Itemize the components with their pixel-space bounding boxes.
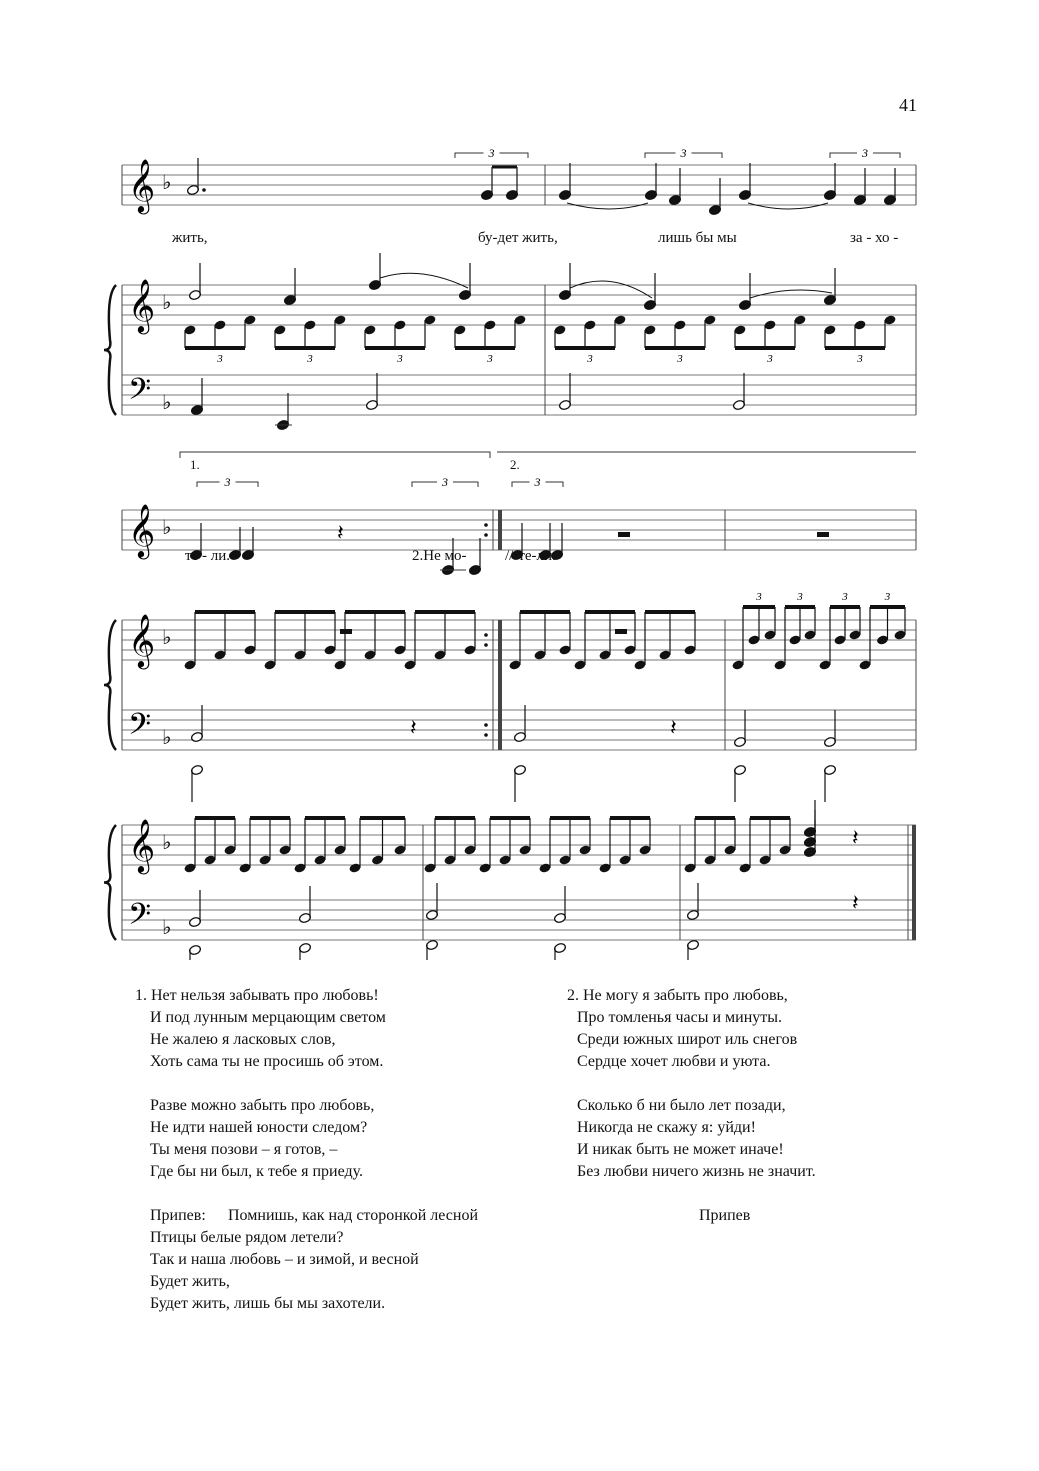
tuplet-number: 3 (862, 146, 868, 160)
verse-line: 1. Нет нельзя забывать про любовь! (135, 987, 379, 1004)
chorus-label: Припев: (150, 1207, 206, 1224)
verse-line: Ты меня позови – я готов, – (150, 1141, 338, 1158)
bass-clef-icon: 𝄢 (128, 708, 152, 749)
bass-clef-icon: 𝄢 (128, 373, 152, 414)
verse-line: Будет жить, лишь бы мы захотели. (150, 1295, 386, 1312)
piano-brace (104, 620, 116, 750)
verse-line: Никогда не скажу я: уйди! (577, 1119, 756, 1136)
flat-icon: ♭ (162, 830, 172, 854)
verse-line: Разве можно забыть про любовь, (150, 1097, 375, 1114)
treble-clef-icon: 𝄞 (128, 158, 156, 212)
half-rest (340, 629, 352, 634)
piano-brace (104, 825, 116, 940)
lyric: за - хо - (850, 230, 899, 246)
tuplet-number: 3 (587, 353, 593, 365)
slur (750, 290, 832, 298)
lyric: лишь бы мы (658, 230, 737, 246)
repeat-dot (484, 633, 488, 637)
tuplet-number: 3 (884, 591, 891, 603)
tuplet-number: 3 (677, 353, 683, 365)
verse-line: И под лунным мерцающим светом (150, 1009, 386, 1026)
tuplet-number: 3 (217, 353, 223, 365)
tuplet-number: 3 (442, 475, 448, 489)
flat-icon: ♭ (162, 390, 172, 414)
tie (748, 203, 828, 209)
verse-2 (567, 985, 816, 1227)
tuplet-number: 3 (224, 475, 231, 489)
volta-2-label: 2. (510, 457, 520, 472)
chorus-label: Припев (699, 1207, 751, 1224)
verse-line: Будет жить, (150, 1273, 230, 1290)
flat-icon: ♭ (162, 170, 172, 194)
lyric: жить, (172, 230, 208, 246)
verse-line: Сколько б ни было лет позади, (577, 1097, 786, 1114)
lyric: 2.Не мо- (412, 548, 467, 564)
tuplet-number: 3 (756, 591, 762, 603)
quarter-rest: 𝄽 (852, 826, 859, 851)
tie (567, 203, 648, 209)
page-number: 41 (899, 95, 917, 115)
verse-line: Так и наша любовь – и зимой, и весной (150, 1251, 419, 1268)
repeat-dot (484, 533, 488, 537)
verse-line: Про томленья часы и минуты. (577, 1009, 783, 1026)
verse-line: 2. Не могу я забыть про любовь, (567, 987, 788, 1004)
flat-icon: ♭ (162, 515, 172, 539)
tuplet-number: 3 (680, 146, 687, 160)
verse-line: Не идти нашей юности следом? (150, 1119, 368, 1136)
volta-bracket-1 (180, 452, 490, 458)
half-rest (615, 629, 627, 634)
repeat-dot (484, 723, 488, 727)
tuplet-number: 3 (487, 353, 493, 365)
repeat-dot (484, 523, 488, 527)
verse-line: Среди южных широт иль снегов (577, 1031, 798, 1048)
treble-clef-icon: 𝄞 (128, 613, 156, 667)
volta-1-label: 1. (190, 457, 200, 472)
tuplet-number: 3 (842, 591, 848, 603)
quarter-rest: 𝄽 (670, 716, 677, 741)
treble-clef-icon: 𝄞 (128, 503, 156, 557)
tuplet-number: 3 (307, 353, 313, 365)
verse-line: Где бы ни был, к тебе я приеду. (150, 1163, 363, 1180)
quarter-rest: 𝄽 (410, 716, 417, 741)
verse-line: Без любви ничего жизнь не значит. (577, 1163, 816, 1180)
verse-1 (135, 985, 478, 1315)
verse-line: И никак быть не может иначе! (577, 1141, 784, 1158)
repeat-dot (484, 733, 488, 737)
bass-clef-icon: 𝄢 (128, 898, 152, 939)
treble-clef-icon: 𝄞 (128, 818, 156, 872)
quarter-rest: 𝄽 (337, 521, 344, 546)
tuplet-number: 3 (488, 146, 495, 160)
slur (380, 273, 468, 288)
verse-line: Птицы белые рядом летели? (150, 1229, 344, 1246)
quarter-rest: 𝄽 (852, 891, 859, 916)
flat-icon: ♭ (162, 915, 172, 939)
dot (202, 188, 206, 192)
treble-clef-icon: 𝄞 (128, 278, 156, 332)
lyric: //-те-ли. (505, 548, 556, 564)
flat-icon: ♭ (162, 625, 172, 649)
verse-line: Помнишь, как над сторонкой лесной (228, 1207, 479, 1224)
whole-rest (817, 532, 829, 537)
piano-brace (104, 285, 116, 415)
tuplet-number: 3 (797, 591, 803, 603)
tuplet-number: 3 (767, 353, 773, 365)
verse-line: Хоть сама ты не просишь об этом. (150, 1053, 384, 1070)
tuplet-number: 3 (397, 353, 403, 365)
verse-line: Сердце хочет любви и уюта. (577, 1053, 771, 1070)
repeat-dot (484, 643, 488, 647)
tuplet-number: 3 (857, 353, 863, 365)
tuplet-number: 3 (534, 475, 541, 489)
half-rest (618, 532, 630, 537)
flat-icon: ♭ (162, 290, 172, 314)
verse-line: Не жалею я ласковых слов, (150, 1031, 336, 1048)
flat-icon: ♭ (162, 725, 172, 749)
lyric: те - ли. (185, 548, 230, 564)
lyric: бу-дет жить, (478, 230, 558, 246)
